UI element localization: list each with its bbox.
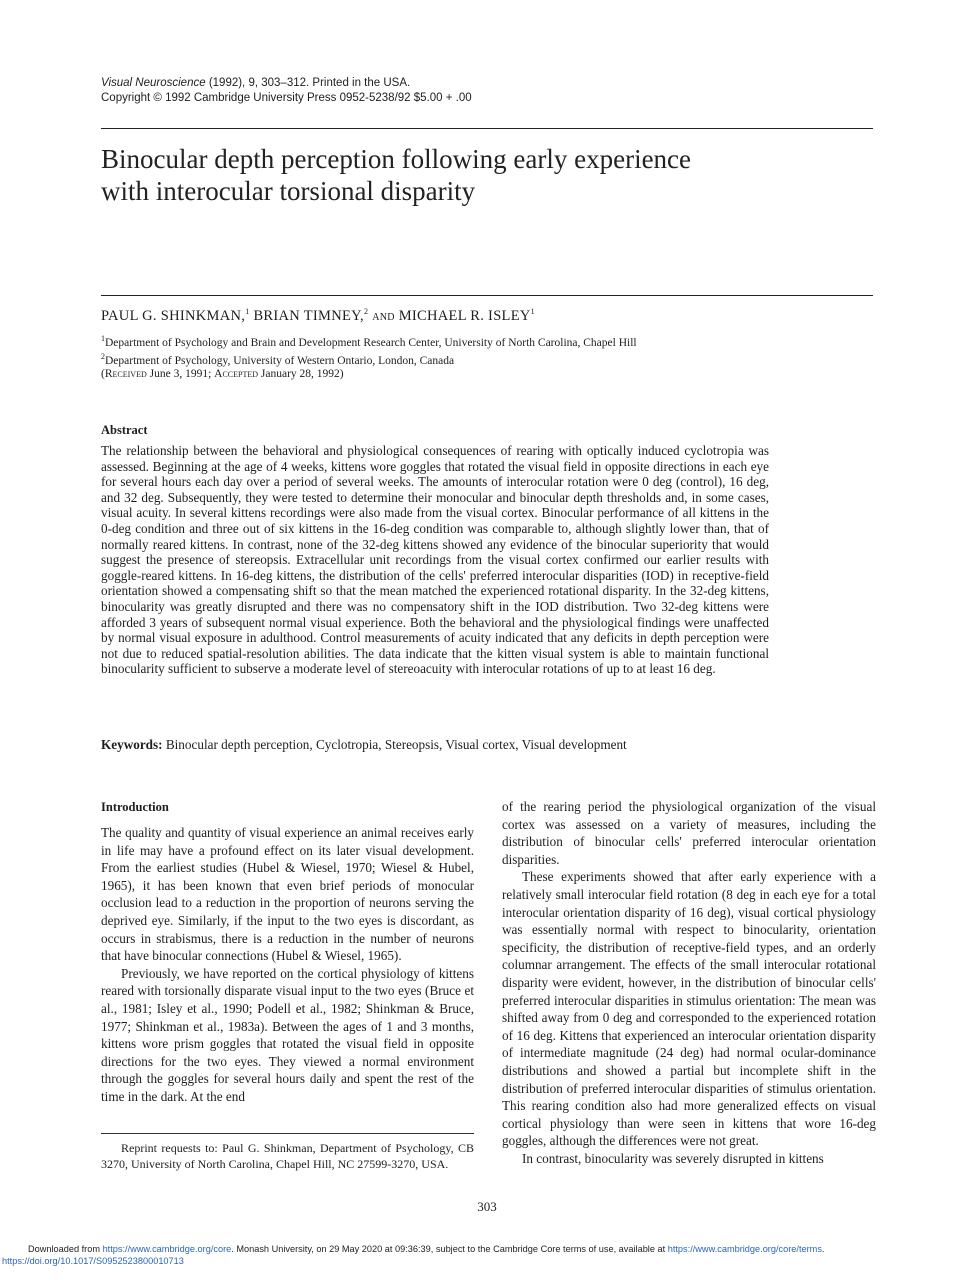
accepted-date: January 28, 1992) [258, 368, 344, 380]
journal-header [101, 76, 472, 105]
journal-citation: (1992), 9, 303–312. Printed in the USA. [205, 77, 411, 89]
author-3-affil: 1 [530, 307, 535, 316]
title-line-1: Binocular depth perception following early experience [101, 144, 692, 174]
download-notice [0, 1243, 974, 1267]
intro-paragraph-1: The quality and quantity of visual experience an animal receives early in life may have a profound effect on its later visual development. From the earliest studies (Hubel & Wiesel, 1970; Wiesel & Hubel, 1965), it has been known that even brief periods of monocular occlusion lead to a reduction in the proportion of neurons serving the deprived eye. Similarly, if the input to the two eyes is discordant, as occurs in strabismus, there is a reduction in the number of neurons that have binocular connections (Hubel & Wiesel, 1965). [101, 825, 474, 964]
author-and: and [368, 307, 399, 324]
received-open: ( [101, 368, 105, 380]
affiliations [101, 332, 637, 369]
accepted-label: Accepted [214, 368, 259, 380]
keywords-label: Keywords: [101, 737, 163, 752]
author-list [101, 307, 535, 325]
affiliation-2-sup: 2 [101, 352, 105, 362]
keywords-list: Binocular depth perception, Cyclotropia, Stereopsis, Visual cortex, Visual development [162, 737, 627, 752]
intro-paragraph-2: Previously, we have reported on the cortical physiology of kittens reared with torsionally disparate visual input to the two eyes (Bruce et al., 1981; Isley et al., 1990; Podell et al., 1982; Shinkman & Bruce, 1977; Shinkman et al., 1983a). Between the ages of 1 and 3 months, kittens wore prism goggles that rotated the visual field in opposite directions for the two eyes. They viewed a normal environment through the goggles for several hours daily and spent the rest of the time in the dark. At the end [101, 965, 474, 1104]
keywords [101, 737, 627, 753]
left-column [101, 824, 474, 1106]
author-2-affil: 2 [363, 307, 369, 316]
intro-paragraph-5: In contrast, binocularity was severely disrupted in kittens [522, 1150, 824, 1166]
author-rule [101, 295, 873, 296]
affiliation-1 [101, 332, 637, 350]
cambridge-terms-link[interactable]: https://www.cambridge.org/core/terms [667, 1244, 822, 1254]
download-middle: . Monash University, on 29 May 2020 at 09:36:39, subject to the Cambridge Core terms of use, available at [231, 1244, 668, 1254]
abstract-heading: Abstract [101, 423, 148, 437]
received-dates [101, 368, 344, 380]
reprint-footnote: Reprint requests to: Paul G. Shinkman, Department of Psychology, CB 3270, University of North Carolina, Chapel Hill, NC 27599-3270, USA. [101, 1141, 474, 1171]
author-1: PAUL G. SHINKMAN, [101, 307, 246, 324]
author-3: MICHAEL R. ISLEY [398, 307, 531, 324]
copyright-line: Copyright © 1992 Cambridge University Press 0952-5238/92 $5.00 + .00 [101, 91, 472, 104]
download-prefix: Downloaded from [28, 1244, 103, 1254]
download-end: . [821, 1244, 825, 1254]
doi-link[interactable]: https://doi.org/10.1017/S0952523800010713 [2, 1256, 184, 1266]
author-2: BRIAN TIMNEY, [249, 307, 364, 324]
affiliation-1-text: Department of Psychology and Brain and Development Research Center, University of North Carolina, Chapel Hill [105, 336, 637, 349]
received-label: Received [104, 368, 147, 380]
affiliation-2 [101, 350, 637, 368]
page-number: 303 [477, 1199, 497, 1214]
introduction-heading: Introduction [101, 800, 169, 814]
intro-paragraph-3: of the rearing period the physiological organization of the visual cortex was assessed on a variety of measures, including the distribution of binocular cells' preferred interocular orientation disparities. [502, 799, 876, 867]
abstract-text: The relationship between the behavioral and physiological consequences of rearing with optically induced cyclotropia was assessed. Beginning at the age of 4 weeks, kittens wore goggles that rotated the visual field in opposite directions in each eye for several hours each day over a period of several weeks. The amounts of interocular rotation were 0 deg (control), 16 deg, and 32 deg. Subsequently, they were tested to determine their monocular and binocular depth thresholds and, in some cases, visual acuity. In several kittens recordings were also made from the visual cortex. Binocular performance of all kittens in the 0-deg condition and three out of six kittens in the 16-deg condition was comparable to, although slightly lower than, that of normally reared kittens. In contrast, none of the 32-deg kittens showed any evidence of the binocular superiority that would suggest the presence of stereopsis. Extracellular unit recordings from the visual cortex confirmed our earlier results with goggle-reared kittens. In 16-deg kittens, the distribution of the cells' preferred interocular disparities (IOD) in receptive-field orientation showed a compensating shift so that the mean matched the experienced rotational disparity. In the 32-deg kittens, binocularity was greatly disrupted and there was no compensatory shift in the IOD distribution. Two 32-deg kittens were afforded 3 years of subsequent normal visual experience. Both the behavioral and the physiological findings were unaffected by normal visual exposure in adulthood. Control measurements of acuity indicated that any deficits in depth perception were not due to reduced spatial-resolution abilities. The data indicate that the kitten visual system is able to maintain functional binocularity sufficient to subserve a moderate level of stereoacuity with interocular rotations of up to at least 16 deg. [101, 443, 769, 677]
cambridge-core-link[interactable]: https://www.cambridge.org/core [102, 1244, 232, 1254]
title-line-2: with interocular torsional disparity [101, 176, 476, 206]
received-date: June 3, 1991; [146, 368, 215, 380]
affiliation-1-sup: 1 [101, 334, 105, 343]
intro-paragraph-4: These experiments showed that after early experience with a relatively small interocular field rotation (8 deg in each eye for a total interocular orientation disparity of 16 deg), visual cortical physiology was essentially normal with respect to binocularity, orientation specificity, the distribution of receptive-field types, and an orderly columnar arrangement. The effects of the small interocular rotational disparity were evident, however, in the distribution of binocular cells' preferred interocular disparities in stimulus orientation: The mean was shifted away from 0 deg and corresponded to the experienced rotation of 16 deg. Kittens that experienced an interocular orientation disparity of intermediate magnitude (24 deg) had normal ocular-dominance distributions and showed a partial but incomplete shift in the distribution of preferred interocular disparities of stimulus orientation. This rearing condition also had more generalized effects on visual cortical physiology than were seen in kittens that wore 16-deg goggles, although the differences were not great. [502, 869, 876, 1149]
author-1-affil: 1 [245, 307, 250, 316]
top-rule [101, 128, 873, 129]
journal-name: Visual Neuroscience [101, 77, 206, 89]
footnote-rule [101, 1133, 474, 1134]
paper-title [101, 143, 881, 207]
affiliation-2-text: Department of Psychology, University of Western Ontario, London, Canada [105, 355, 455, 368]
right-column [502, 798, 876, 1167]
